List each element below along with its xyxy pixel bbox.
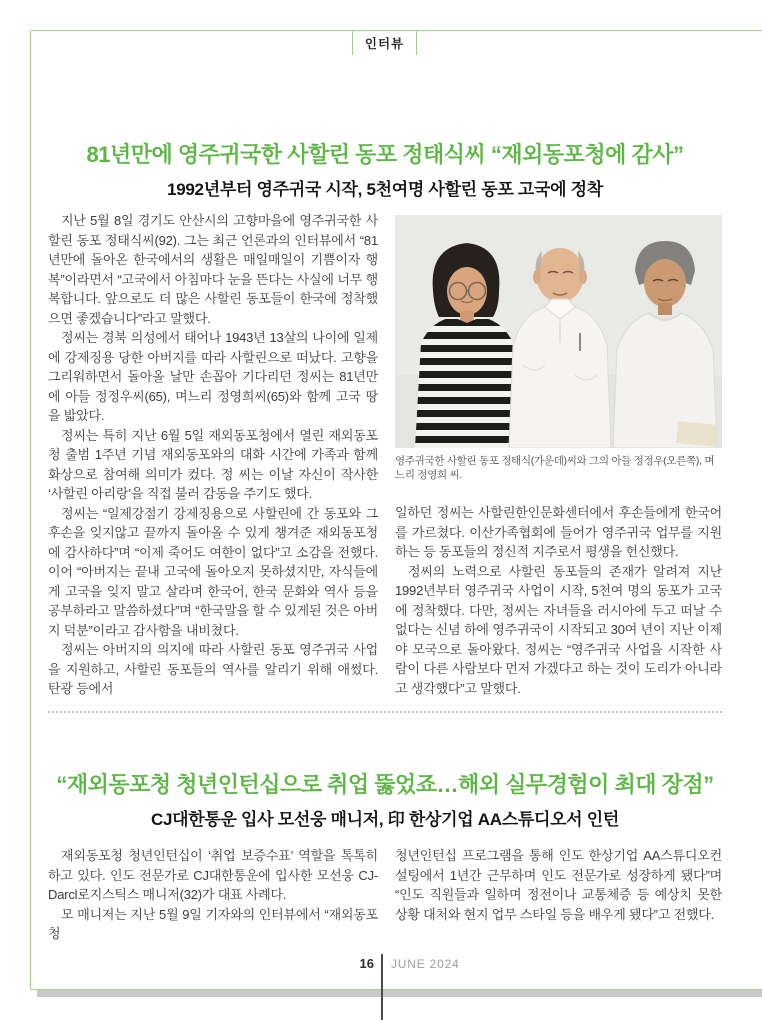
photo-caption: 영주귀국한 사할린 동포 정태식(가운데)씨와 그의 아들 정정우(오른쪽), 며느리 정영희 씨. xyxy=(395,455,715,481)
paragraph: 모 매니저는 지난 5월 9일 기자와의 인터뷰에서 “재외동포청 xyxy=(48,906,378,941)
article2-title: “재외동포청 청년인턴십으로 취업 뚫었죠…해외 실무경험이 최대 장점” xyxy=(56,771,714,797)
section-tab xyxy=(352,31,417,55)
paragraph: 정씨는 경북 의성에서 태어나 1943년 13살의 나이에 일제에 강제징용 당한 아버지를 따라 사할린으로 떠났다. 고향을 그리워하면서 돌아올 날만 손꼽아 기다리던 정씨는 81년만에 아들 정정우씨(65), 며느리 정영희씨(65)와 함께 고국 땅을 밟았다. xyxy=(48,330,378,423)
article1-right-column xyxy=(395,211,722,699)
page-number: 16 xyxy=(359,956,374,971)
paragraph: 일하던 정씨는 사할린한인문화센터에서 후손들에게 한국어를 가르쳤다. 이산가족협회에 들어가 영주귀국 업무를 지원하는 등 동포들의 정신적 지주로서 평생을 헌신했다. xyxy=(395,505,722,559)
magazine-page xyxy=(30,30,762,990)
paragraph: 정씨는 아버지의 의지에 따라 사할린 동포 영주귀국 사업을 지원하고, 사할린 동포들의 역사를 알리기 위해 애썼다. 탄광 등에서 xyxy=(48,642,378,696)
footer-divider-line xyxy=(381,954,383,1020)
paragraph: 정씨는 “일제강점기 강제징용으로 사할린에 간 동포와 그 후손을 잊지않고 끝까지 돌아올 수 있게 챙겨준 재외동포청에 감사하다”며 “이제 죽어도 여한이 없다”고 소감을 전했다. 이어 “아버지는 끝내 고국에 돌아오지 못하셨지만, 자식들에게 고국을 잊지 말고 살라며 한국어, 한국 문화와 역사 등을 공부하라고 말씀하셨다”며 “한국말을 할 수 있게된 것은 아버지 덕분”이라고 감사함을 내비쳤다. xyxy=(48,505,378,638)
family-photo-illustration xyxy=(395,215,722,448)
paragraph: 재외동포청 청년인턴십이 ‘취업 보증수표’ 역할을 톡톡히 하고 있다. 인도 전문가로 CJ대한통운에 입사한 모선웅 CJ-Darcl로지스틱스 매니저(32)가 대표 사례다. xyxy=(48,848,378,902)
dotted-divider xyxy=(48,711,722,713)
article1-left-column xyxy=(48,211,378,699)
issue-label: JUNE 2024 xyxy=(391,957,460,971)
paragraph: 지난 5월 8일 경기도 안산시의 고향마을에 영주귀국한 사할린 동포 정태식씨(92). 그는 최근 언론과의 인터뷰에서 “81년만에 돌아온 한국에서의 생활은 매일매일이 기쁨이자 행복”이라면서 “고국에서 아침마다 눈을 뜬다는 사실에 너무 행복합니다. 앞으로도 더 많은 사할린 동포들이 한국에 정착했으면 좋겠습니다”라고 말했다. xyxy=(48,213,378,326)
paragraph: 정씨의 노력으로 사할린 동포들의 존재가 알려져 지난 1992년부터 영주귀국 사업이 시작, 5천여 명의 동포가 고국에 정착했다. 다만, 정씨는 자녀들을 러시아에 두고 떠날 수 없다는 신념 하에 영주귀국이 시작되고 30여 년이 지난 이제야 모국으로 돌아왔다. 정씨는 “영주귀국 사업을 시작한 사람이 다른 사람보다 먼저 가겠다고 하는 것이 도리가 아니라고 생각했다”고 말했다. xyxy=(395,563,722,696)
article2-right-column xyxy=(395,846,722,944)
article2-subtitle: CJ대한통운 입사 모선웅 매니저, 印 한상기업 AA스튜디오서 인턴 xyxy=(151,810,619,830)
article1-right-text xyxy=(395,503,722,698)
article2-left-column xyxy=(48,846,378,944)
article1-subtitle: 1992년부터 영주귀국 시작, 5천여명 사할린 동포 고국에 정착 xyxy=(167,180,603,200)
family-photo xyxy=(395,215,722,448)
article1-columns xyxy=(48,211,722,699)
section-tab-label: 인터뷰 xyxy=(364,37,405,51)
paragraph: 정씨는 특히 지난 6월 5일 재외동포청에서 열린 재외동포청 출범 1주년 기념 재외동포와의 대화 시간에 가족과 함께 화상으로 참여해 의미가 컸다. 정 씨는 이날 자신이 작사한 ‘사할린 아리랑’을 직접 불러 감동을 주기도 했다. xyxy=(48,427,378,501)
article1-title: 81년만에 영주귀국한 사할린 동포 정태식씨 “재외동포청에 감사” xyxy=(86,141,684,167)
paragraph: 청년인턴십 프로그램을 통해 인도 한상기업 AA스튜디오컨설팅에서 1년간 근무하며 인도 전문가로 성장하게 됐다”며 “인도 직원들과 일하며 정전이나 교통체증 등 예상치 못한 상황 대처와 현지 업무 스타일 등을 배우게 됐다”고 전했다. xyxy=(395,848,722,922)
article2-columns xyxy=(48,846,722,944)
